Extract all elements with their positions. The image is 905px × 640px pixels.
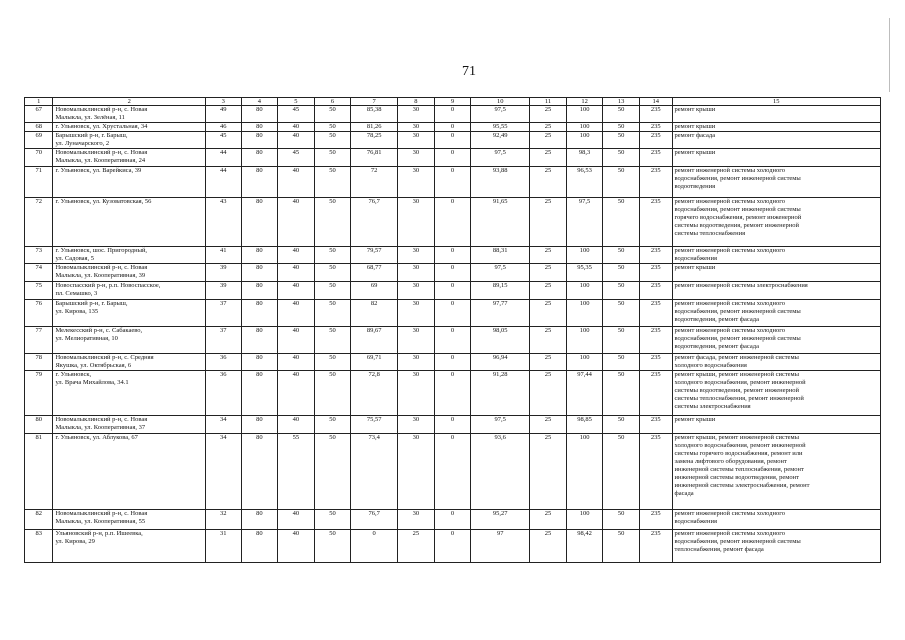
- address-cell: Новомалыклинский р-н, с. Новая Малыкла, ул. Кооперативная, 24: [53, 149, 205, 167]
- address-cell: г. Ульяновск, ул. Кузоватовская, 56: [53, 198, 205, 247]
- address-cell: г. Ульяновск, ул. Варейкиса, 39: [53, 167, 205, 198]
- value-cell-c13: 50: [603, 530, 640, 563]
- value-cell-c12: 100: [566, 132, 603, 149]
- works-cell: ремонт инженерной системы электроснабжения: [672, 282, 881, 300]
- value-cell-c4: 80: [241, 123, 278, 132]
- column-number: 5: [278, 98, 315, 106]
- works-cell: ремонт крыши: [672, 106, 881, 123]
- value-cell-c7: 81,26: [351, 123, 398, 132]
- table-row: [25, 167, 881, 198]
- table-row: [25, 416, 881, 434]
- table-row: [25, 371, 881, 416]
- value-cell-c7: 85,38: [351, 106, 398, 123]
- column-number: 3: [205, 98, 241, 106]
- value-cell-c8: 30: [398, 264, 435, 282]
- value-cell-c12: 100: [566, 434, 603, 510]
- value-cell-c4: 80: [241, 106, 278, 123]
- value-cell-c14: 235: [639, 198, 672, 247]
- value-cell-c10: 97,5: [471, 264, 530, 282]
- address-cell: Новомалыклинский р-н, с. Новая Малыкла, ул. Зелёная, 11: [53, 106, 205, 123]
- row-number-cell: 83: [25, 530, 53, 563]
- works-cell: ремонт крыши: [672, 123, 881, 132]
- value-cell-c10: 97: [471, 530, 530, 563]
- value-cell-c13: 50: [603, 282, 640, 300]
- value-cell-c12: 96,53: [566, 167, 603, 198]
- value-cell-c6: 50: [314, 416, 351, 434]
- works-cell: ремонт крыши, ремонт инженерной системы холодного водоснабжения, ремонт инженерной системы водоотведения, ремонт инженерной системы теплоснабжения, ремонт инженерной системы электроснабжения: [672, 371, 881, 416]
- value-cell-c9: 0: [434, 264, 471, 282]
- value-cell-c10: 92,49: [471, 132, 530, 149]
- value-cell-c9: 0: [434, 300, 471, 327]
- row-number-cell: 76: [25, 300, 53, 327]
- value-cell-c12: 100: [566, 282, 603, 300]
- value-cell-c6: 50: [314, 434, 351, 510]
- value-cell-c3: 45: [205, 132, 241, 149]
- value-cell-c9: 0: [434, 327, 471, 354]
- value-cell-c12: 97,44: [566, 371, 603, 416]
- value-cell-c6: 50: [314, 247, 351, 264]
- column-number: 12: [566, 98, 603, 106]
- value-cell-c11: 25: [530, 264, 567, 282]
- value-cell-c11: 25: [530, 198, 567, 247]
- row-number-cell: 81: [25, 434, 53, 510]
- works-cell: ремонт крыши: [672, 149, 881, 167]
- row-number-cell: 75: [25, 282, 53, 300]
- value-cell-c11: 25: [530, 282, 567, 300]
- value-cell-c5: 40: [278, 282, 315, 300]
- value-cell-c6: 50: [314, 327, 351, 354]
- row-number-cell: 77: [25, 327, 53, 354]
- value-cell-c9: 0: [434, 530, 471, 563]
- value-cell-c4: 80: [241, 510, 278, 530]
- value-cell-c8: 30: [398, 106, 435, 123]
- works-cell: ремонт инженерной системы холодного водоснабжения, ремонт инженерной системы водоотведения, ремонт фасада: [672, 327, 881, 354]
- column-number: 14: [639, 98, 672, 106]
- value-cell-c11: 25: [530, 530, 567, 563]
- value-cell-c14: 235: [639, 327, 672, 354]
- value-cell-c7: 82: [351, 300, 398, 327]
- works-cell: ремонт крыши, ремонт инженерной системы холодного водоснабжения, ремонт инженерной системы горячего водоснабжения, ремонт или замена лифтового оборудования, ремонт инженерной системы теплоснабжения, ремонт инженерной системы водоотведения, ремонт инженерной системы электроснабжения, ремонт фасада: [672, 434, 881, 510]
- value-cell-c3: 34: [205, 434, 241, 510]
- row-number-cell: 69: [25, 132, 53, 149]
- row-number-cell: 82: [25, 510, 53, 530]
- works-cell: ремонт инженерной системы холодного водоснабжения, ремонт инженерной системы водоотведения, ремонт фасада: [672, 300, 881, 327]
- value-cell-c9: 0: [434, 354, 471, 371]
- value-cell-c7: 76,81: [351, 149, 398, 167]
- column-number: 13: [603, 98, 640, 106]
- column-number: 9: [434, 98, 471, 106]
- value-cell-c10: 97,5: [471, 416, 530, 434]
- row-number-cell: 74: [25, 264, 53, 282]
- value-cell-c3: 39: [205, 264, 241, 282]
- value-cell-c7: 78,25: [351, 132, 398, 149]
- value-cell-c10: 97,5: [471, 149, 530, 167]
- value-cell-c8: 30: [398, 434, 435, 510]
- address-cell: г. Ульяновск, ул. Аблукова, 67: [53, 434, 205, 510]
- value-cell-c10: 91,65: [471, 198, 530, 247]
- value-cell-c12: 100: [566, 510, 603, 530]
- value-cell-c4: 80: [241, 264, 278, 282]
- works-cell: ремонт инженерной системы холодного водоснабжения: [672, 247, 881, 264]
- address-cell: г. Ульяновск, ул. Хрустальная, 34: [53, 123, 205, 132]
- value-cell-c3: 37: [205, 300, 241, 327]
- value-cell-c14: 235: [639, 510, 672, 530]
- value-cell-c3: 37: [205, 327, 241, 354]
- column-number: 7: [351, 98, 398, 106]
- value-cell-c11: 25: [530, 247, 567, 264]
- column-number: 2: [53, 98, 205, 106]
- value-cell-c5: 40: [278, 123, 315, 132]
- value-cell-c11: 25: [530, 123, 567, 132]
- address-cell: г. Ульяновск, ул. Врача Михайлова, 34.1: [53, 371, 205, 416]
- table-row: [25, 327, 881, 354]
- value-cell-c14: 235: [639, 247, 672, 264]
- value-cell-c3: 31: [205, 530, 241, 563]
- table-row: [25, 198, 881, 247]
- address-cell: Новомалыклинский р-н, с. Средняя Якушка, ул. Октябрьская, 6: [53, 354, 205, 371]
- row-number-cell: 79: [25, 371, 53, 416]
- row-number-cell: 78: [25, 354, 53, 371]
- value-cell-c7: 76,7: [351, 510, 398, 530]
- works-cell: ремонт фасада: [672, 132, 881, 149]
- value-cell-c9: 0: [434, 434, 471, 510]
- value-cell-c14: 235: [639, 149, 672, 167]
- value-cell-c7: 79,57: [351, 247, 398, 264]
- value-cell-c3: 44: [205, 149, 241, 167]
- value-cell-c4: 80: [241, 167, 278, 198]
- value-cell-c7: 72: [351, 167, 398, 198]
- value-cell-c14: 235: [639, 167, 672, 198]
- table-row: [25, 300, 881, 327]
- value-cell-c5: 40: [278, 354, 315, 371]
- value-cell-c13: 50: [603, 198, 640, 247]
- value-cell-c11: 25: [530, 167, 567, 198]
- table-body: [25, 98, 881, 563]
- value-cell-c14: 235: [639, 434, 672, 510]
- value-cell-c7: 89,67: [351, 327, 398, 354]
- value-cell-c6: 50: [314, 167, 351, 198]
- value-cell-c8: 30: [398, 354, 435, 371]
- address-cell: Новоспасский р-н, р.п. Новоспасское, пл. Семашко, 3: [53, 282, 205, 300]
- value-cell-c3: 41: [205, 247, 241, 264]
- address-cell: Барышский р-н, г. Барыш, ул. Кирова, 135: [53, 300, 205, 327]
- value-cell-c8: 30: [398, 282, 435, 300]
- works-cell: ремонт инженерной системы холодного водоснабжения: [672, 510, 881, 530]
- value-cell-c14: 235: [639, 416, 672, 434]
- value-cell-c9: 0: [434, 149, 471, 167]
- works-cell: ремонт крыши: [672, 264, 881, 282]
- value-cell-c6: 50: [314, 354, 351, 371]
- value-cell-c10: 89,15: [471, 282, 530, 300]
- value-cell-c5: 40: [278, 198, 315, 247]
- works-cell: ремонт инженерной системы холодного водоснабжения, ремонт инженерной системы водоотведения: [672, 167, 881, 198]
- value-cell-c10: 91,28: [471, 371, 530, 416]
- page-number: 71: [462, 64, 476, 79]
- value-cell-c10: 97,77: [471, 300, 530, 327]
- value-cell-c8: 30: [398, 327, 435, 354]
- value-cell-c10: 88,31: [471, 247, 530, 264]
- value-cell-c4: 80: [241, 530, 278, 563]
- value-cell-c14: 235: [639, 354, 672, 371]
- value-cell-c11: 25: [530, 434, 567, 510]
- value-cell-c9: 0: [434, 510, 471, 530]
- value-cell-c6: 50: [314, 282, 351, 300]
- value-cell-c5: 40: [278, 132, 315, 149]
- table-row: [25, 354, 881, 371]
- value-cell-c13: 50: [603, 416, 640, 434]
- value-cell-c8: 30: [398, 371, 435, 416]
- value-cell-c5: 55: [278, 434, 315, 510]
- value-cell-c9: 0: [434, 371, 471, 416]
- value-cell-c13: 50: [603, 123, 640, 132]
- value-cell-c7: 0: [351, 530, 398, 563]
- value-cell-c10: 98,05: [471, 327, 530, 354]
- value-cell-c11: 25: [530, 149, 567, 167]
- address-cell: Новомалыклинский р-н, с. Новая Малыкла, ул. Кооперативная, 39: [53, 264, 205, 282]
- scan-edge-line: [889, 18, 890, 92]
- value-cell-c6: 50: [314, 149, 351, 167]
- row-number-cell: 73: [25, 247, 53, 264]
- value-cell-c7: 68,77: [351, 264, 398, 282]
- address-cell: Новомалыклинский р-н, с. Новая Малыкла, ул. Кооперативная, 55: [53, 510, 205, 530]
- value-cell-c9: 0: [434, 416, 471, 434]
- value-cell-c12: 100: [566, 300, 603, 327]
- value-cell-c5: 40: [278, 167, 315, 198]
- value-cell-c5: 40: [278, 300, 315, 327]
- value-cell-c3: 44: [205, 167, 241, 198]
- value-cell-c6: 50: [314, 530, 351, 563]
- row-number-cell: 68: [25, 123, 53, 132]
- value-cell-c14: 235: [639, 106, 672, 123]
- value-cell-c6: 50: [314, 510, 351, 530]
- value-cell-c10: 96,94: [471, 354, 530, 371]
- works-cell: ремонт инженерной системы холодного водоснабжения, ремонт инженерной системы теплоснабжения, ремонт фасада: [672, 530, 881, 563]
- value-cell-c4: 80: [241, 149, 278, 167]
- value-cell-c6: 50: [314, 264, 351, 282]
- value-cell-c3: 49: [205, 106, 241, 123]
- value-cell-c13: 50: [603, 510, 640, 530]
- value-cell-c10: 95,55: [471, 123, 530, 132]
- value-cell-c8: 30: [398, 416, 435, 434]
- value-cell-c4: 80: [241, 416, 278, 434]
- value-cell-c13: 50: [603, 106, 640, 123]
- value-cell-c13: 50: [603, 300, 640, 327]
- value-cell-c3: 34: [205, 416, 241, 434]
- column-number: 15: [672, 98, 881, 106]
- value-cell-c10: 93,88: [471, 167, 530, 198]
- value-cell-c5: 40: [278, 247, 315, 264]
- value-cell-c9: 0: [434, 132, 471, 149]
- value-cell-c11: 25: [530, 300, 567, 327]
- row-number-cell: 70: [25, 149, 53, 167]
- value-cell-c8: 30: [398, 510, 435, 530]
- value-cell-c14: 235: [639, 371, 672, 416]
- value-cell-c5: 40: [278, 530, 315, 563]
- row-number-cell: 67: [25, 106, 53, 123]
- value-cell-c11: 25: [530, 371, 567, 416]
- row-number-cell: 80: [25, 416, 53, 434]
- value-cell-c7: 75,57: [351, 416, 398, 434]
- value-cell-c3: 36: [205, 354, 241, 371]
- value-cell-c11: 25: [530, 327, 567, 354]
- value-cell-c9: 0: [434, 106, 471, 123]
- value-cell-c6: 50: [314, 300, 351, 327]
- value-cell-c13: 50: [603, 371, 640, 416]
- value-cell-c8: 30: [398, 123, 435, 132]
- value-cell-c4: 80: [241, 434, 278, 510]
- value-cell-c7: 76,7: [351, 198, 398, 247]
- value-cell-c3: 32: [205, 510, 241, 530]
- column-number-row: [25, 98, 881, 106]
- value-cell-c8: 30: [398, 300, 435, 327]
- value-cell-c4: 80: [241, 132, 278, 149]
- value-cell-c14: 235: [639, 282, 672, 300]
- value-cell-c6: 50: [314, 132, 351, 149]
- value-cell-c13: 50: [603, 247, 640, 264]
- value-cell-c9: 0: [434, 282, 471, 300]
- value-cell-c6: 50: [314, 371, 351, 416]
- value-cell-c3: 36: [205, 371, 241, 416]
- repair-priority-table: [24, 97, 881, 563]
- value-cell-c9: 0: [434, 123, 471, 132]
- value-cell-c4: 80: [241, 282, 278, 300]
- column-number: 8: [398, 98, 435, 106]
- value-cell-c8: 25: [398, 530, 435, 563]
- value-cell-c7: 69,71: [351, 354, 398, 371]
- value-cell-c4: 80: [241, 354, 278, 371]
- value-cell-c6: 50: [314, 123, 351, 132]
- works-cell: ремонт инженерной системы холодного водоснабжения, ремонт инженерной системы горячего водоснабжения, ремонт инженерной системы водоотведения, ремонт инженерной системы теплоснабжения: [672, 198, 881, 247]
- value-cell-c13: 50: [603, 264, 640, 282]
- value-cell-c3: 43: [205, 198, 241, 247]
- value-cell-c13: 50: [603, 354, 640, 371]
- value-cell-c12: 97,5: [566, 198, 603, 247]
- column-number: 4: [241, 98, 278, 106]
- value-cell-c5: 40: [278, 371, 315, 416]
- value-cell-c3: 46: [205, 123, 241, 132]
- value-cell-c12: 100: [566, 247, 603, 264]
- value-cell-c9: 0: [434, 198, 471, 247]
- value-cell-c4: 80: [241, 327, 278, 354]
- table-row: [25, 149, 881, 167]
- value-cell-c14: 235: [639, 123, 672, 132]
- value-cell-c10: 93,6: [471, 434, 530, 510]
- column-number: 1: [25, 98, 53, 106]
- value-cell-c7: 69: [351, 282, 398, 300]
- row-number-cell: 72: [25, 198, 53, 247]
- column-number: 10: [471, 98, 530, 106]
- value-cell-c5: 45: [278, 106, 315, 123]
- value-cell-c11: 25: [530, 416, 567, 434]
- table-row: [25, 530, 881, 563]
- address-cell: Мелекесский р-н, с. Сабакаево, ул. Мелиоративная, 10: [53, 327, 205, 354]
- value-cell-c12: 98,3: [566, 149, 603, 167]
- value-cell-c12: 100: [566, 106, 603, 123]
- value-cell-c12: 98,42: [566, 530, 603, 563]
- value-cell-c4: 80: [241, 300, 278, 327]
- value-cell-c5: 40: [278, 264, 315, 282]
- value-cell-c11: 25: [530, 354, 567, 371]
- value-cell-c4: 80: [241, 371, 278, 416]
- value-cell-c14: 235: [639, 264, 672, 282]
- value-cell-c12: 100: [566, 123, 603, 132]
- works-cell: ремонт фасада, ремонт инженерной системы холодного водоснабжения: [672, 354, 881, 371]
- value-cell-c6: 50: [314, 198, 351, 247]
- table-row: [25, 247, 881, 264]
- value-cell-c12: 95,35: [566, 264, 603, 282]
- value-cell-c13: 50: [603, 434, 640, 510]
- value-cell-c11: 25: [530, 132, 567, 149]
- address-cell: Новомалыклинский р-н, с. Новая Малыкла, ул. Кооперативная, 37: [53, 416, 205, 434]
- value-cell-c8: 30: [398, 247, 435, 264]
- value-cell-c12: 98,85: [566, 416, 603, 434]
- value-cell-c10: 97,5: [471, 106, 530, 123]
- value-cell-c4: 80: [241, 247, 278, 264]
- value-cell-c14: 235: [639, 530, 672, 563]
- value-cell-c8: 30: [398, 132, 435, 149]
- value-cell-c13: 50: [603, 149, 640, 167]
- address-cell: Ульяновский р-н, р.п. Ишеевка, ул. Кирова, 29: [53, 530, 205, 563]
- value-cell-c7: 73,4: [351, 434, 398, 510]
- value-cell-c8: 30: [398, 149, 435, 167]
- table-row: [25, 282, 881, 300]
- table-row: [25, 264, 881, 282]
- value-cell-c12: 100: [566, 354, 603, 371]
- value-cell-c9: 0: [434, 247, 471, 264]
- address-cell: Барышский р-н, г. Барыш, ул. Луначарского, 2: [53, 132, 205, 149]
- table-row: [25, 434, 881, 510]
- value-cell-c8: 30: [398, 198, 435, 247]
- value-cell-c5: 40: [278, 327, 315, 354]
- value-cell-c13: 50: [603, 167, 640, 198]
- column-number: 11: [530, 98, 567, 106]
- table-row: [25, 510, 881, 530]
- value-cell-c5: 45: [278, 149, 315, 167]
- address-cell: г. Ульяновск, шос. Пригородный, ул. Садовая, 5: [53, 247, 205, 264]
- value-cell-c4: 80: [241, 198, 278, 247]
- value-cell-c3: 39: [205, 282, 241, 300]
- column-number: 6: [314, 98, 351, 106]
- value-cell-c7: 72,8: [351, 371, 398, 416]
- value-cell-c14: 235: [639, 132, 672, 149]
- value-cell-c13: 50: [603, 132, 640, 149]
- value-cell-c9: 0: [434, 167, 471, 198]
- value-cell-c13: 50: [603, 327, 640, 354]
- value-cell-c5: 40: [278, 510, 315, 530]
- value-cell-c6: 50: [314, 106, 351, 123]
- works-cell: ремонт крыши: [672, 416, 881, 434]
- table-row: [25, 123, 881, 132]
- value-cell-c14: 235: [639, 300, 672, 327]
- table-row: [25, 132, 881, 149]
- value-cell-c11: 25: [530, 106, 567, 123]
- value-cell-c8: 30: [398, 167, 435, 198]
- value-cell-c5: 40: [278, 416, 315, 434]
- value-cell-c10: 95,27: [471, 510, 530, 530]
- value-cell-c12: 100: [566, 327, 603, 354]
- table-row: [25, 106, 881, 123]
- row-number-cell: 71: [25, 167, 53, 198]
- value-cell-c11: 25: [530, 510, 567, 530]
